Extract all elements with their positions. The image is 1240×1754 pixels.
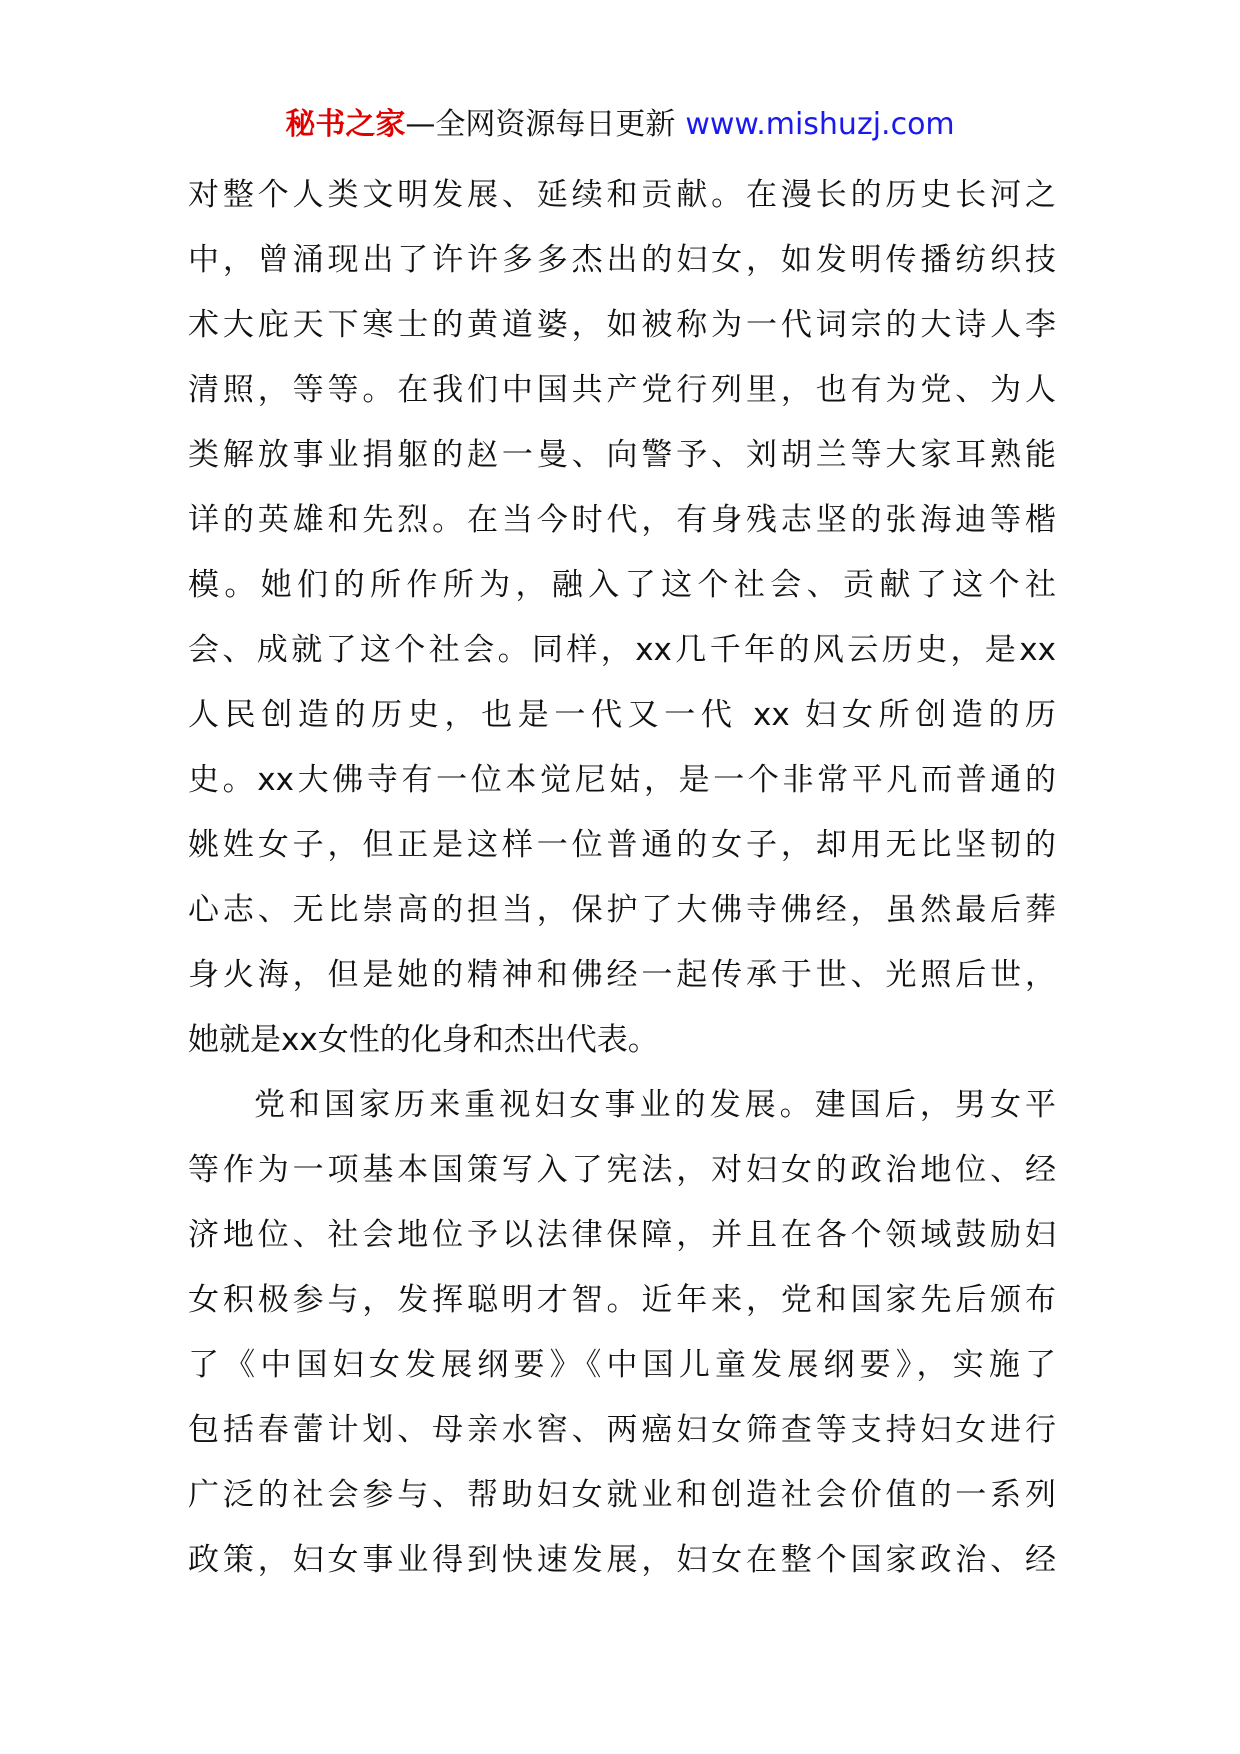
text-line: 广泛的社会参与、帮助妇女就业和创造社会价值的一系列 — [188, 1477, 1056, 1513]
text-line: 女积极参与，发挥聪明才智。近年来，党和国家先后颁布 — [188, 1282, 1056, 1318]
text-line: 了《中国妇女发展纲要》《中国儿童发展纲要》，实施了 — [188, 1347, 1056, 1383]
paragraph-2 — [188, 1073, 1056, 1593]
text-line: 心志、无比崇高的担当，保护了大佛寺佛经，虽然最后葬 — [188, 892, 1056, 928]
text-line: 身火海，但是她的精神和佛经一起传承于世、光照后世， — [188, 957, 1056, 993]
text-line: 人民创造的历史，也是一代又一代 xx 妇女所创造的历 — [188, 697, 1056, 733]
document-body — [188, 163, 1056, 1593]
text-line: 术大庇天下寒士的黄道婆，如被称为一代词宗的大诗人李 — [188, 307, 1056, 343]
text-line: 详的英雄和先烈。在当今时代，有身残志坚的张海迪等楷 — [188, 502, 1056, 538]
text-line: 类解放事业捐躯的赵一曼、向警予、刘胡兰等大家耳熟能 — [188, 437, 1056, 473]
site-header — [0, 103, 1240, 147]
paragraph-1 — [188, 163, 1056, 1073]
text-line: 她就是xx女性的化身和杰出代表。 — [188, 1022, 659, 1058]
site-url-link[interactable]: www.mishuzj.com — [685, 107, 955, 142]
text-line: 清照，等等。在我们中国共产党行列里，也有为党、为人 — [188, 372, 1056, 408]
site-brand: 秘书之家 — [285, 107, 406, 142]
text-line: 济地位、社会地位予以法律保障，并且在各个领域鼓励妇 — [188, 1217, 1056, 1253]
text-line: 包括春蕾计划、母亲水窖、两癌妇女筛查等支持妇女进行 — [188, 1412, 1056, 1448]
text-line: 姚姓女子，但正是这样一位普通的女子，却用无比坚韧的 — [188, 827, 1056, 863]
text-line: 模。她们的所作所为，融入了这个社会、贡献了这个社 — [188, 567, 1056, 603]
text-line: 中，曾涌现出了许许多多杰出的妇女，如发明传播纺织技 — [188, 242, 1056, 278]
text-line: 政策，妇女事业得到快速发展，妇女在整个国家政治、经 — [188, 1542, 1056, 1578]
text-line: 对整个人类文明发展、延续和贡献。在漫长的历史长河之 — [188, 177, 1056, 213]
text-line: 史。xx大佛寺有一位本觉尼姑，是一个非常平凡而普通的 — [188, 762, 1056, 798]
text-line: 党和国家历来重视妇女事业的发展。建国后，男女平 — [254, 1087, 1056, 1123]
text-line: 会、成就了这个社会。同样，xx几千年的风云历史，是xx — [188, 632, 1056, 668]
site-tagline: —全网资源每日更新 — [405, 107, 676, 142]
text-line: 等作为一项基本国策写入了宪法，对妇女的政治地位、经 — [188, 1152, 1056, 1188]
